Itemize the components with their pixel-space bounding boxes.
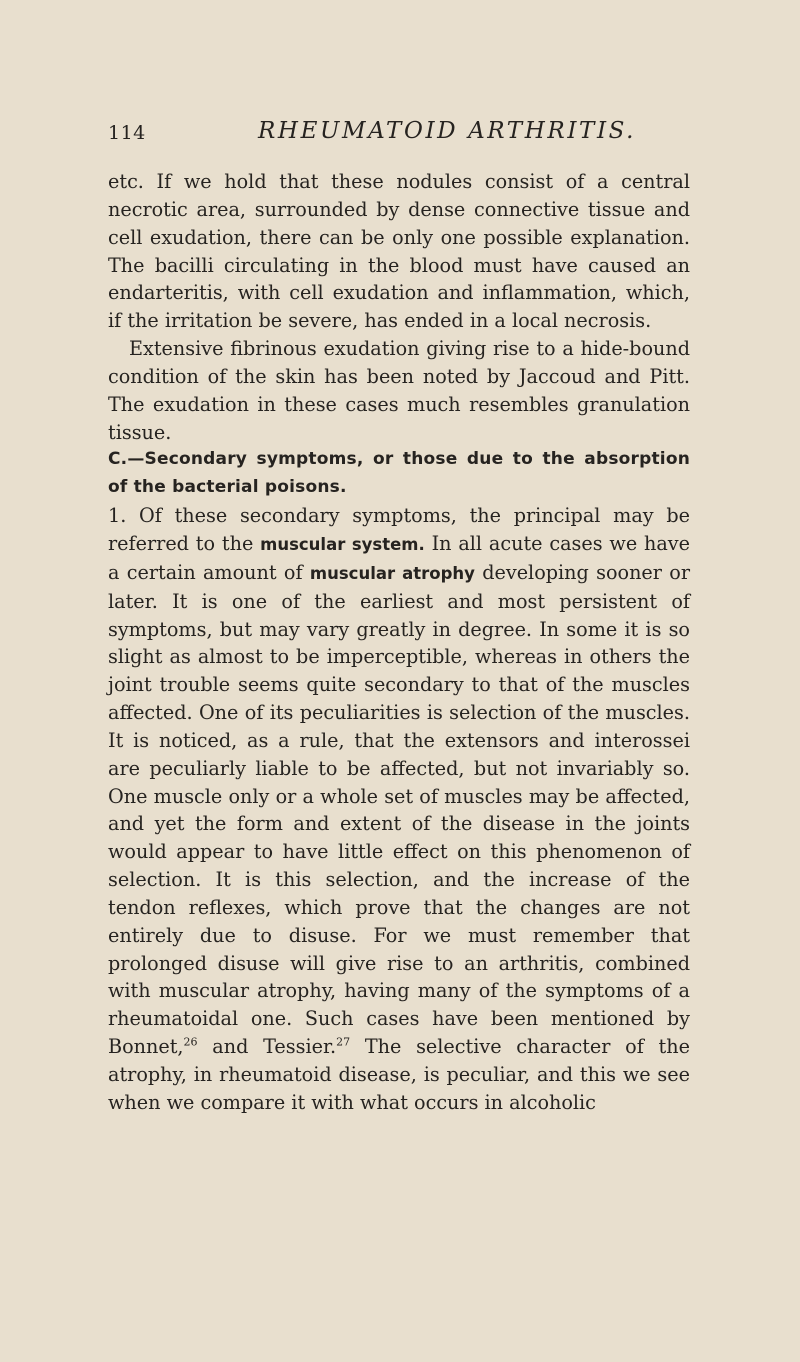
body-text — [108, 168, 690, 1117]
footnote-reference: 27 — [336, 1035, 351, 1049]
section-heading: C.—Secondary symptoms, or those due to the absorption of the bacterial poisons. — [108, 449, 690, 498]
text-run: developing sooner or later. It is one of the earliest and most persistent of symptoms, but may vary greatly in degree. In some it is so slight as almost to be imperceptible, whereas in others the joint trouble seems quite secondary to that of the muscles affected. One of its peculiarities is selection of the muscles. It is noticed, as a rule, that the extensors and interossei are peculiarly liable to be affected, but not invariably so. One muscle only or a whole set of muscles may be affected, and yet the form and extent of the disease in the joints would appear to have little effect on this phenomenon of selection. It is this selection, and the increase of the tendon reflexes, which prove that the changes are not entirely due to disuse. For we must remember that prolonged disuse will give rise to an arthritis, combined with muscular atrophy, having many of the symptoms of a rheumatoidal one. Such cases have been mentioned by Bonnet, — [108, 560, 690, 1059]
page-number: 114 — [108, 122, 146, 144]
paragraph-fibrinous-exudation: Extensive fibrinous exudation giving rise to a hide-bound condition of the skin has been noted by Jaccoud and Pitt. The exudation in these cases much resembles granulation tissue. — [108, 337, 690, 444]
footnote-reference: 26 — [183, 1035, 198, 1049]
running-head: RHEUMATOID ARTHRITIS. — [258, 118, 637, 144]
emphasis-muscular-atrophy: muscular atrophy — [309, 563, 475, 583]
text-run: and Tessier. — [197, 1035, 337, 1059]
paragraph-nodules: etc. If we hold that these nodules consist of a central necrotic area, surrounded by dense connective tissue and cell exudation, there can be only one possible explanation. The bacilli circulating in the blood must have caused an endarteritis, with cell exudation and inflammation, which, if the irritation be severe, has ended in a local necrosis. — [108, 170, 690, 333]
page-header — [108, 118, 668, 158]
text-run: 1. Of these secondary symptoms, the principal may be referred to the — [108, 504, 690, 555]
emphasis-muscular-system: muscular system. — [260, 534, 425, 554]
text-run: The selective character of the atrophy, in rheumatoid disease, is peculiar, and this we see when we compare it with what occurs in alcoholic — [108, 1035, 690, 1114]
paragraph-muscular-system — [108, 502, 690, 1117]
text-run: In all acute cases we have a certain amount of — [108, 531, 690, 584]
